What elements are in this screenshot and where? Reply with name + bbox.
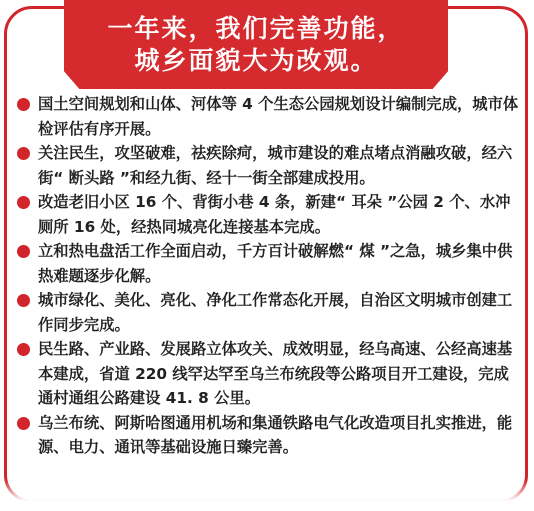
list-item [16, 190, 524, 239]
red-dot-icon [17, 245, 30, 258]
list-item [16, 288, 524, 337]
red-dot-icon [17, 294, 30, 307]
list-item [16, 337, 524, 411]
panel-bottom-fade [4, 480, 528, 508]
list-item-text: 关注民生，攻坚破难，祛疾除疴，城市建设的难点堵点消融攻破，经六街“ 断头路 ”和经九街、经十一街全部建成投用。 [38, 144, 513, 187]
banner-title-line-2: 城乡面貌大为改观。 [134, 46, 378, 75]
list-item [16, 411, 524, 460]
list-item-text: 改造老旧小区 16 个、背街小巷 4 条，新建“ 耳朵 ”公园 2 个、水冲厕所 16 处，经热同城亮化连接基本完成。 [38, 193, 511, 236]
achievement-list [16, 92, 524, 460]
list-item-text: 城市绿化、美化、亮化、净化工作常态化开展，自治区文明城市创建工作同步完成。 [38, 291, 513, 334]
list-item [16, 92, 524, 141]
list-item-text: 乌兰布统、阿斯哈图通用机场和集通铁路电气化改造项目扎实推进，能源、电力、通讯等基础设施日臻完善。 [38, 413, 513, 456]
list-item [16, 239, 524, 288]
red-dot-icon [17, 147, 30, 160]
list-item-text: 国土空间规划和山体、河体等 4 个生态公园规划设计编制完成，城市体检评估有序开展。 [38, 95, 519, 138]
list-item [16, 141, 524, 190]
banner-title-line-1: 一年来，我们完善功能， [107, 14, 405, 43]
red-dot-icon [17, 343, 30, 356]
list-item-text: 立和热电盘活工作全面启动，千方百计破解燃“ 煤 ”之急，城乡集中供热难题逐步化解。 [38, 242, 513, 285]
red-dot-icon [17, 417, 30, 430]
red-dot-icon [17, 98, 30, 111]
list-item-text: 民生路、产业路、发展路立体攻关、成效明显，经乌高速、公经高速基本建成，省道 220 线罕达罕至乌兰布统段等公路项目开工建设，完成通村通组公路建设 41. 8 公里。 [38, 340, 513, 407]
red-dot-icon [17, 196, 30, 209]
